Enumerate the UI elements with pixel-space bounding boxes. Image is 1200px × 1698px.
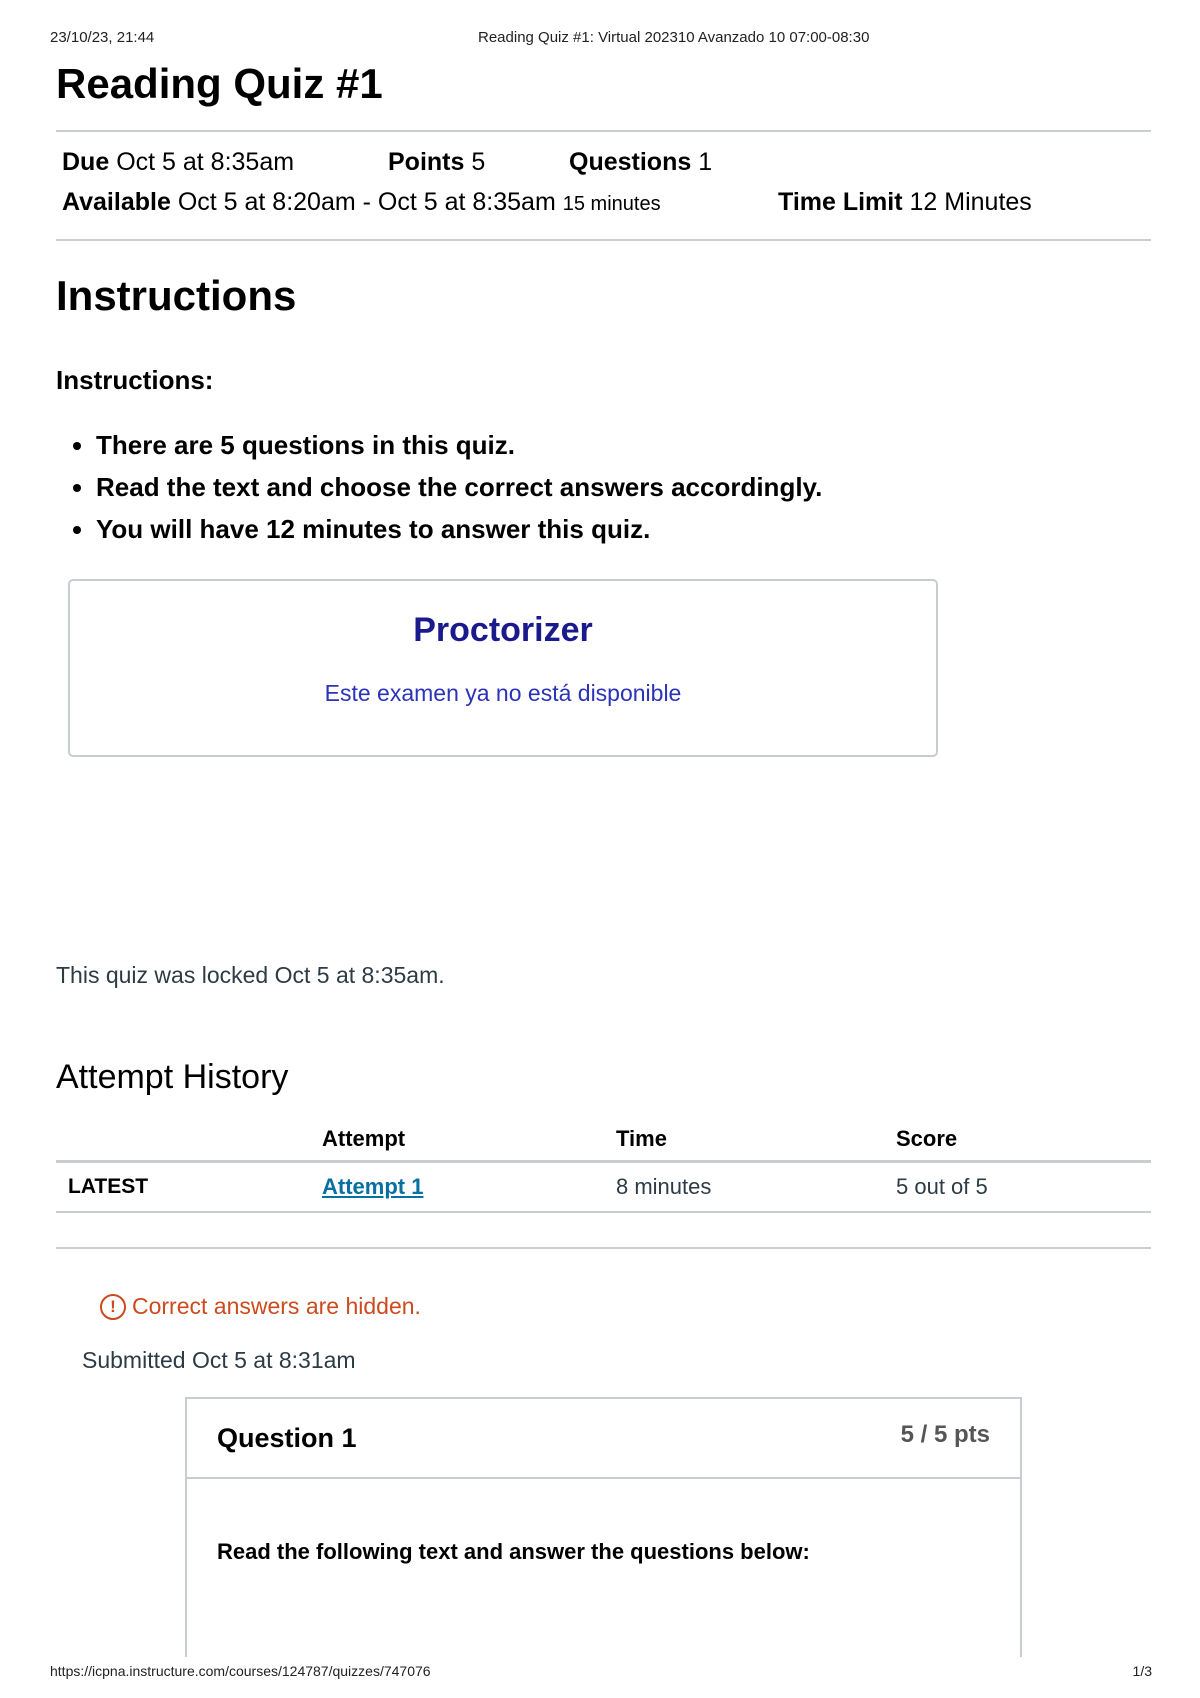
questions-value: 1 [698,148,713,176]
time-limit-label: Time Limit [778,188,903,216]
question-card [185,1397,1022,1657]
table-header-row [56,1118,1151,1162]
locked-notice: This quiz was locked Oct 5 at 8:35am. [56,962,445,988]
attempt-link[interactable]: Attempt 1 [322,1174,424,1199]
instructions-list [60,424,822,550]
score-cell: 5 out of 5 [884,1162,1151,1213]
answers-hidden-notice [100,1293,421,1320]
meta-divider [56,239,1151,241]
print-datetime: 23/10/23, 21:44 [50,29,155,46]
latest-tag: LATEST [56,1162,310,1213]
instructions-heading: Instructions [56,272,297,319]
due-date [62,148,294,177]
due-label: Due [62,148,110,176]
available-label: Available [62,188,171,216]
results-divider [56,1247,1151,1249]
attempt-cell [310,1162,604,1213]
submitted-timestamp: Submitted Oct 5 at 8:31am [82,1347,356,1373]
availability [62,188,661,217]
proctorizer-title: Proctorizer [413,611,593,649]
points-label: Points [388,148,465,176]
due-value: Oct 5 at 8:35am [116,148,295,176]
list-item: • Read the text and choose the correct answers accordingly. [96,466,822,508]
time-limit [778,188,1032,217]
questions-count [569,148,712,177]
proctorizer-message: Este examen ya no está disponible [324,680,682,706]
table-row [56,1162,1151,1213]
points-value: 5 [471,148,486,176]
print-url: https://icpna.instructure.com/courses/124787/quizzes/747076 [50,1663,431,1679]
column-header-attempt: Attempt [310,1118,604,1162]
points [388,148,485,177]
question-title: Question 1 [217,1423,357,1453]
question-header [187,1399,1020,1479]
time-limit-value: 12 Minutes [909,188,1032,216]
time-cell: 8 minutes [604,1162,884,1213]
proctorizer-panel [68,579,938,757]
column-header-score: Score [884,1118,1151,1162]
title-divider [56,130,1151,132]
list-item: • You will have 12 minutes to answer this quiz. [96,508,822,550]
attempt-history-table [56,1118,1151,1213]
column-header-time: Time [604,1118,884,1162]
question-prompt: Read the following text and answer the questions below: [217,1539,810,1564]
available-value: Oct 5 at 8:20am - Oct 5 at 8:35am [177,188,556,216]
answers-hidden-text: Correct answers are hidden. [132,1293,421,1319]
column-header [56,1118,310,1162]
question-points: 5 / 5 pts [900,1421,990,1448]
page-title: Reading Quiz #1 [56,60,383,107]
list-item: • There are 5 questions in this quiz. [96,424,822,466]
instructions-label: Instructions: [56,365,214,395]
print-page-number: 1/3 [1132,1663,1152,1679]
questions-label: Questions [569,148,692,176]
print-page-title: Reading Quiz #1: Virtual 202310 Avanzado 10 07:00-08:30 [478,29,870,46]
attempt-history-heading: Attempt History [56,1058,289,1096]
available-duration: 15 minutes [562,193,661,215]
exclamation-circle-icon: ! [100,1294,126,1320]
